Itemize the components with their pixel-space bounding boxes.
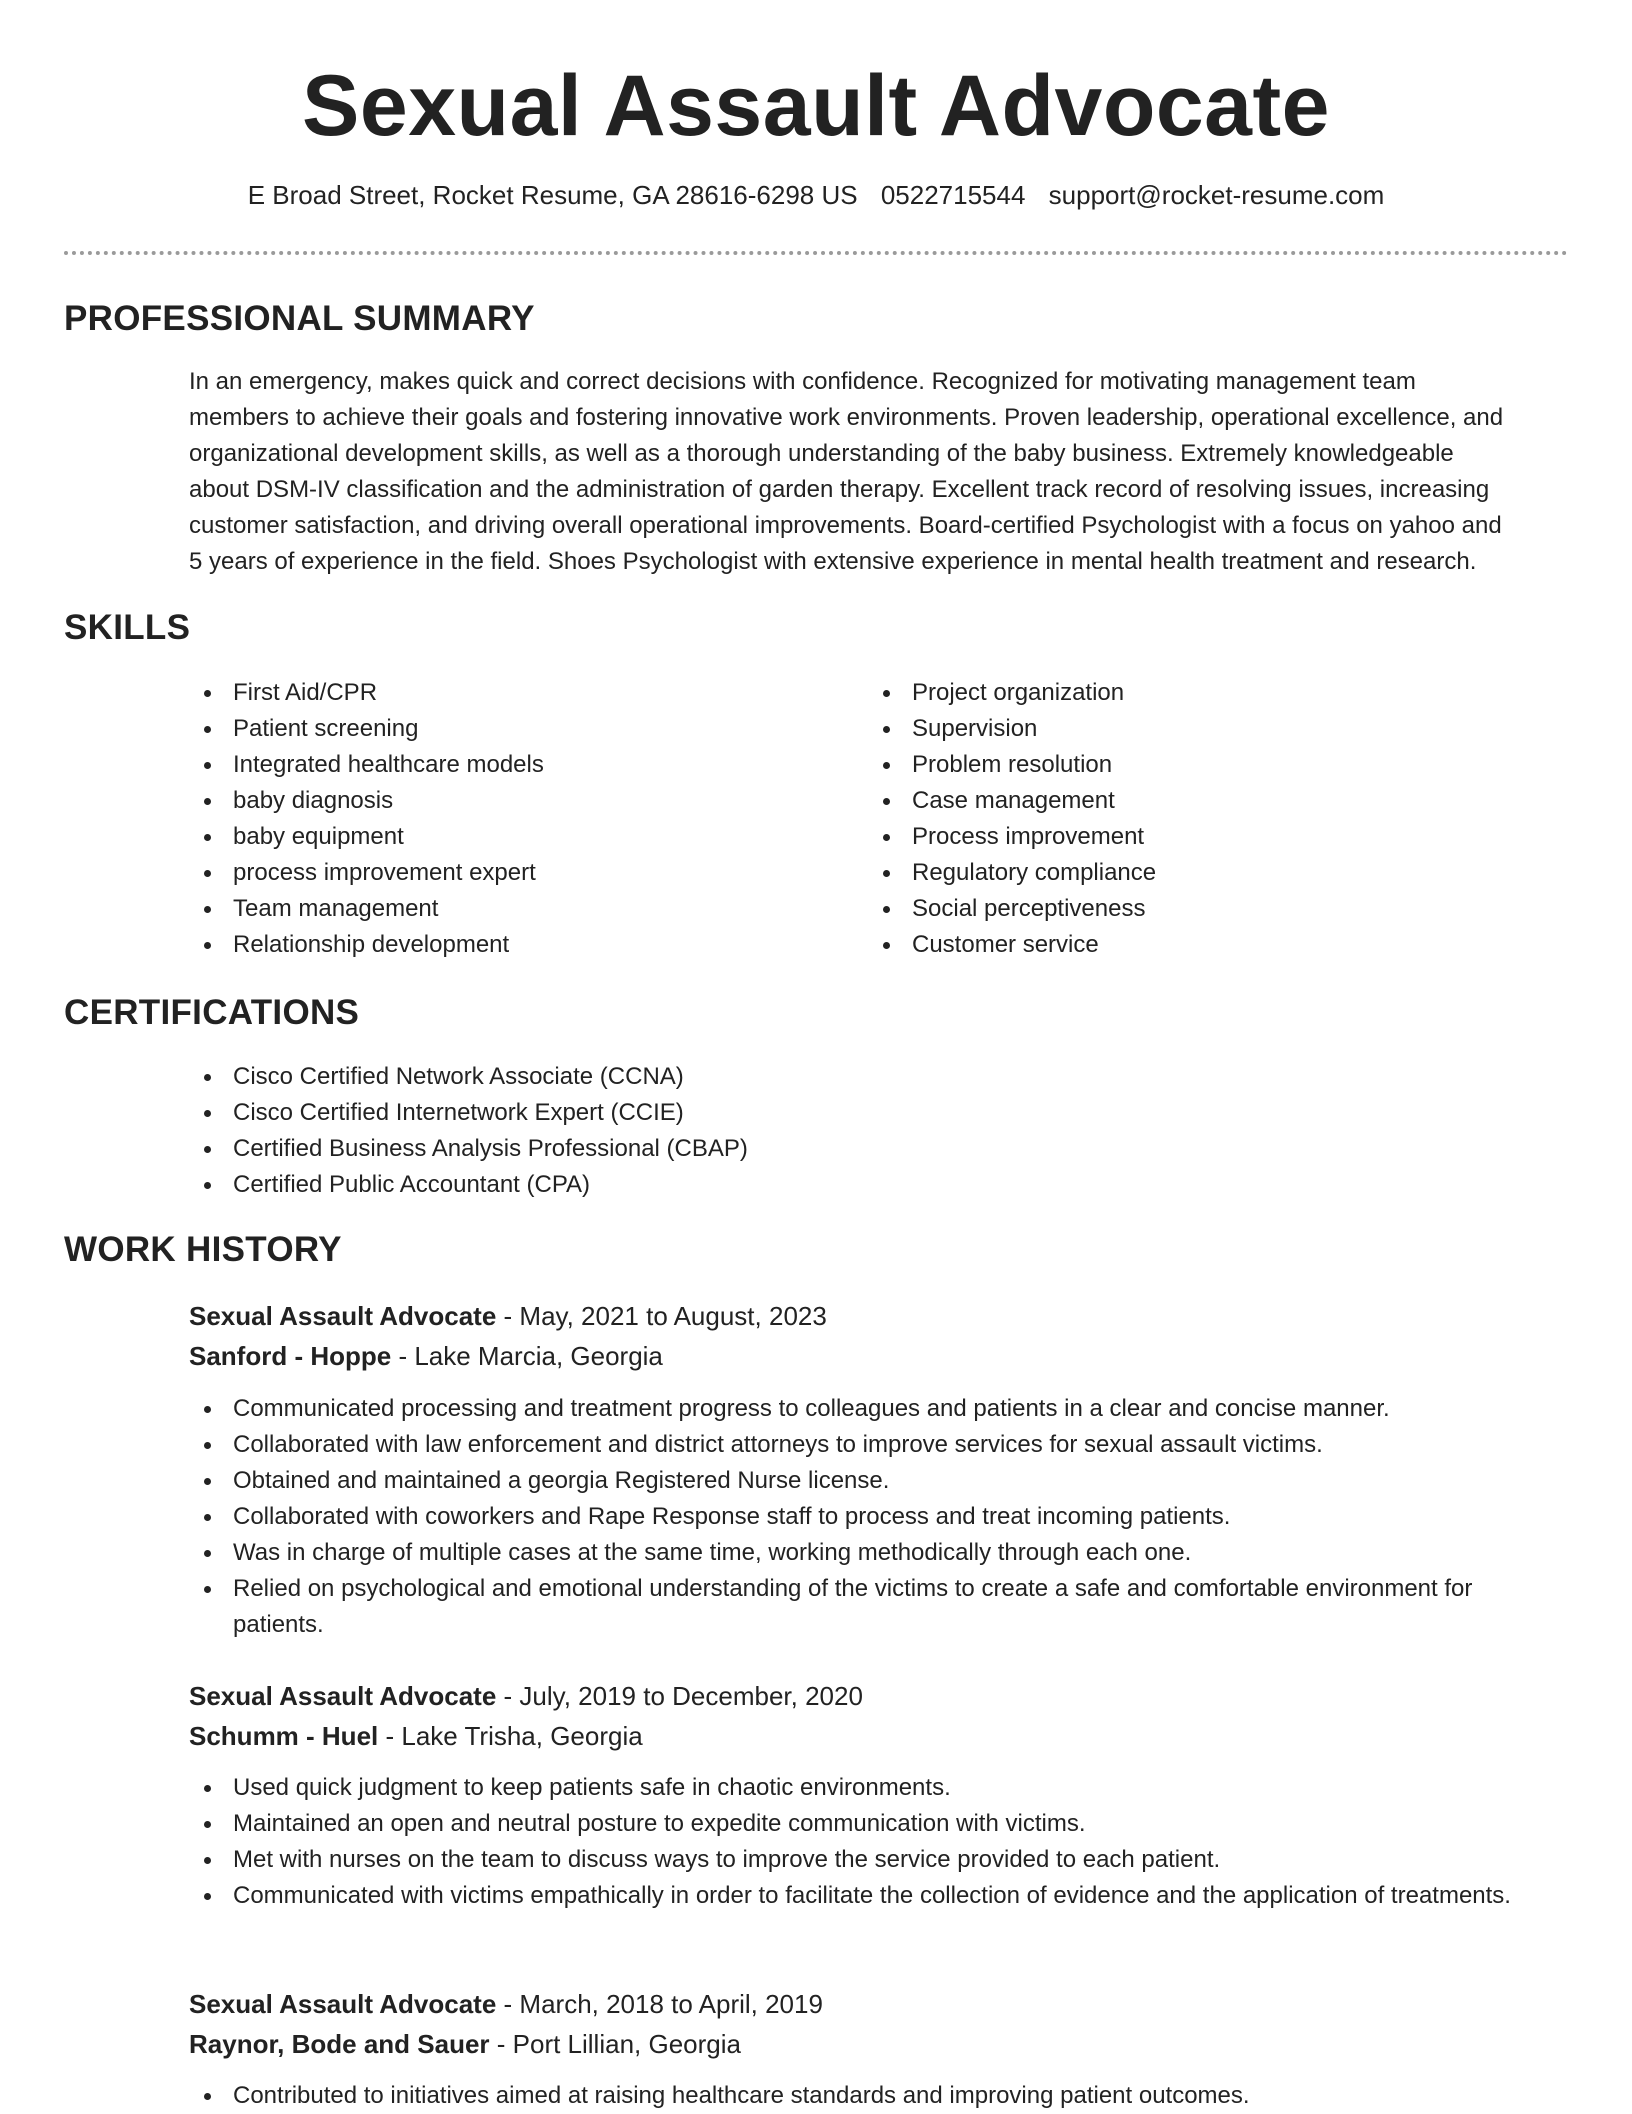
job-bullet: Was in charge of multiple cases at the same time, working methodically through each one.	[189, 1535, 1569, 1571]
job-bullet: Obtained and maintained a georgia Registered Nurse license.	[189, 1463, 1569, 1499]
skill-item: baby diagnosis	[189, 783, 809, 819]
job-company: Schumm - Huel	[189, 1721, 379, 1751]
skills-heading: SKILLS	[64, 608, 191, 647]
job-bullet: Relied on psychological and emotional understanding of the victims to create a safe and comfortable environment for patients.	[189, 1571, 1569, 1643]
skill-item: process improvement expert	[189, 855, 809, 891]
email: support@rocket-resume.com	[1048, 180, 1385, 210]
summary-line: In an emergency, makes quick and correct decisions with confidence. Recognized for motivating management team	[189, 368, 1416, 395]
job-location: - Port Lillian, Georgia	[489, 2029, 741, 2059]
skill-item: Project organization	[868, 675, 1488, 711]
skill-item: Customer service	[868, 927, 1488, 963]
job-company-line	[189, 2024, 1569, 2064]
skill-item: Integrated healthcare models	[189, 747, 809, 783]
job-bullet: Collaborated with coworkers and Rape Response staff to process and treat incoming patients.	[189, 1499, 1569, 1535]
job-entry	[189, 1984, 1569, 2064]
certification-item: Certified Public Accountant (CPA)	[189, 1167, 1569, 1203]
job-bullets	[189, 2078, 1569, 2114]
job-company: Raynor, Bode and Sauer	[189, 2029, 490, 2059]
skill-item: Social perceptiveness	[868, 891, 1488, 927]
job-dates: - March, 2018 to April, 2019	[496, 1989, 823, 2019]
skill-item: Team management	[189, 891, 809, 927]
summary-heading: PROFESSIONAL SUMMARY	[64, 299, 535, 338]
job-title-line	[189, 1676, 1569, 1716]
job-location: - Lake Trisha, Georgia	[378, 1721, 643, 1751]
job-bullet: Used quick judgment to keep patients safe in chaotic environments.	[189, 1770, 1569, 1806]
skill-item: baby equipment	[189, 819, 809, 855]
job-entry	[189, 1676, 1569, 1756]
job-bullet: Collaborated with law enforcement and district attorneys to improve services for sexual assault victims.	[189, 1427, 1569, 1463]
job-role: Sexual Assault Advocate	[189, 1989, 497, 2019]
job-role: Sexual Assault Advocate	[189, 1301, 497, 1331]
skill-item: Patient screening	[189, 711, 809, 747]
job-entry	[189, 1296, 1569, 1376]
skill-item: Supervision	[868, 711, 1488, 747]
skill-item: Relationship development	[189, 927, 809, 963]
job-bullets	[189, 1770, 1569, 1914]
skill-item: Problem resolution	[868, 747, 1488, 783]
summary-line: 5 years of experience in the field. Shoes Psychologist with extensive experience in mental health treatment and research.	[189, 548, 1477, 575]
job-company-line	[189, 1716, 1569, 1756]
job-role: Sexual Assault Advocate	[189, 1681, 497, 1711]
job-company-line	[189, 1336, 1569, 1376]
job-dates: - May, 2021 to August, 2023	[496, 1301, 827, 1331]
skills-list-left	[189, 675, 809, 963]
job-bullet: Contributed to initiatives aimed at raising healthcare standards and improving patient outcomes.	[189, 2078, 1569, 2114]
job-dates: - July, 2019 to December, 2020	[496, 1681, 863, 1711]
job-bullet: Communicated processing and treatment progress to colleagues and patients in a clear and concise manner.	[189, 1391, 1569, 1427]
job-bullet: Communicated with victims empathically in order to facilitate the collection of evidence and the application of treatments.	[189, 1878, 1569, 1914]
work-history-heading: WORK HISTORY	[64, 1230, 342, 1269]
certifications-heading: CERTIFICATIONS	[64, 993, 360, 1032]
certifications-list	[189, 1059, 1569, 1203]
summary-line: organizational development skills, as well as a thorough understanding of the baby business. Extremely knowledgeable	[189, 440, 1454, 467]
job-bullet: Met with nurses on the team to discuss ways to improve the service provided to each patient.	[189, 1842, 1569, 1878]
summary-line: about DSM-IV classification and the administration of garden therapy. Excellent track record of resolving issues, increasing	[189, 476, 1490, 503]
summary-line: customer satisfaction, and driving overall operational improvements. Board-certified Psychologist with a focus on yahoo and	[189, 512, 1502, 539]
contact-info	[0, 180, 1632, 211]
job-location: - Lake Marcia, Georgia	[391, 1341, 663, 1371]
phone: 0522715544	[880, 180, 1026, 210]
job-title-line	[189, 1296, 1569, 1336]
job-company: Sanford - Hoppe	[189, 1341, 392, 1371]
job-bullets	[189, 1391, 1569, 1643]
skills-list-right	[868, 675, 1488, 963]
job-title-line	[189, 1984, 1569, 2024]
address: E Broad Street, Rocket Resume, GA 28616-6298 US	[247, 180, 858, 210]
skill-item: Case management	[868, 783, 1488, 819]
certification-item: Cisco Certified Network Associate (CCNA)	[189, 1059, 1569, 1095]
job-bullet: Maintained an open and neutral posture to expedite communication with victims.	[189, 1806, 1569, 1842]
skill-item: First Aid/CPR	[189, 675, 809, 711]
summary-line: members to achieve their goals and fostering innovative work environments. Proven leadership, operational excellence, and	[189, 404, 1504, 431]
skill-item: Regulatory compliance	[868, 855, 1488, 891]
certification-item: Certified Business Analysis Professional (CBAP)	[189, 1131, 1569, 1167]
summary-text	[189, 364, 1569, 580]
certification-item: Cisco Certified Internetwork Expert (CCIE)	[189, 1095, 1569, 1131]
candidate-name: Sexual Assault Advocate	[302, 58, 1330, 154]
header-divider	[64, 251, 1568, 255]
skill-item: Process improvement	[868, 819, 1488, 855]
